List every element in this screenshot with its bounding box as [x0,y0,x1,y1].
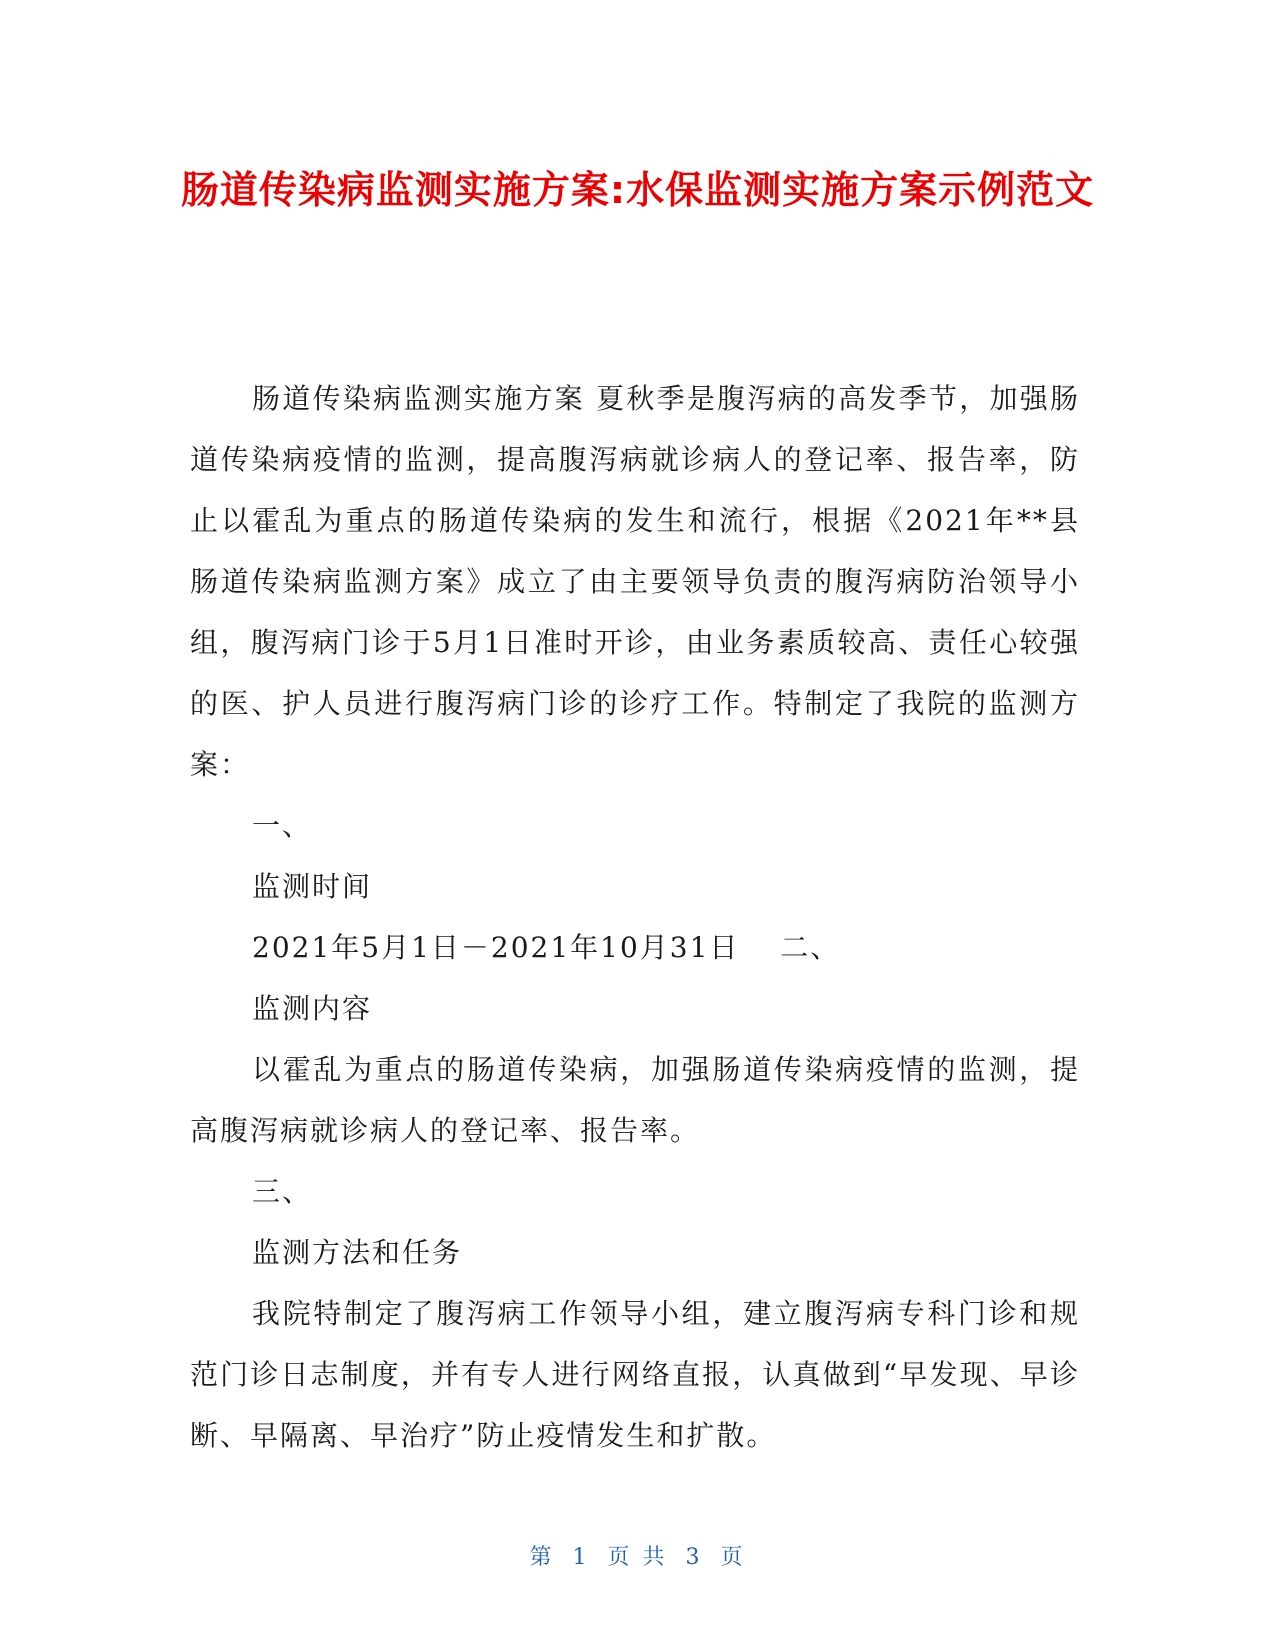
section-heading-method: 监测方法和任务 [252,1236,463,1269]
page-footer [0,1540,1275,1571]
section-heading-content: 监测内容 [252,992,373,1025]
footer-suffix: 页 [720,1545,746,1570]
paragraph-time-range: 2021年5月1日－2021年10月31日 二、 [252,931,841,964]
footer-mid: 页 共 [607,1545,668,1570]
footer-total-pages: 3 [685,1545,703,1570]
section-number-1: 一、 [252,809,313,842]
paragraph-content: 以霍乱为重点的肠道传染病，加强肠道传染病疫情的监测，提高腹泻病就诊病人的登记率、报告率。 [190,1053,1080,1147]
document-title: 肠道传染病监测实施方案:水保监测实施方案示例范文 [180,168,1095,212]
section-number-3: 三、 [252,1175,313,1208]
footer-current-page: 1 [572,1545,590,1570]
paragraph-intro: 肠道传染病监测实施方案 夏秋季是腹泻病的高发季节，加强肠道传染病疫情的监测，提高腹泻病就诊病人的登记率、报告率，防止以霍乱为重点的肠道传染病的发生和流行，根据《2021年**县肠道传染病监测方案》成立了由主要领导负责的腹泻病防治领导小组，腹泻病门诊于5月1日准时开诊，由业务素质较高、责任心较强的医、护人员进行腹泻病门诊的诊疗工作。特制定了我院的监测方案： [190,382,1080,781]
footer-prefix: 第 [529,1545,555,1570]
document-body [190,368,1080,1466]
section-heading-time: 监测时间 [252,870,373,903]
paragraph-method: 我院特制定了腹泻病工作领导小组，建立腹泻病专科门诊和规范门诊日志制度，并有专人进行网络直报，认真做到“早发现、早诊断、早隔离、早治疗”防止疫情发生和扩散。 [190,1297,1080,1452]
